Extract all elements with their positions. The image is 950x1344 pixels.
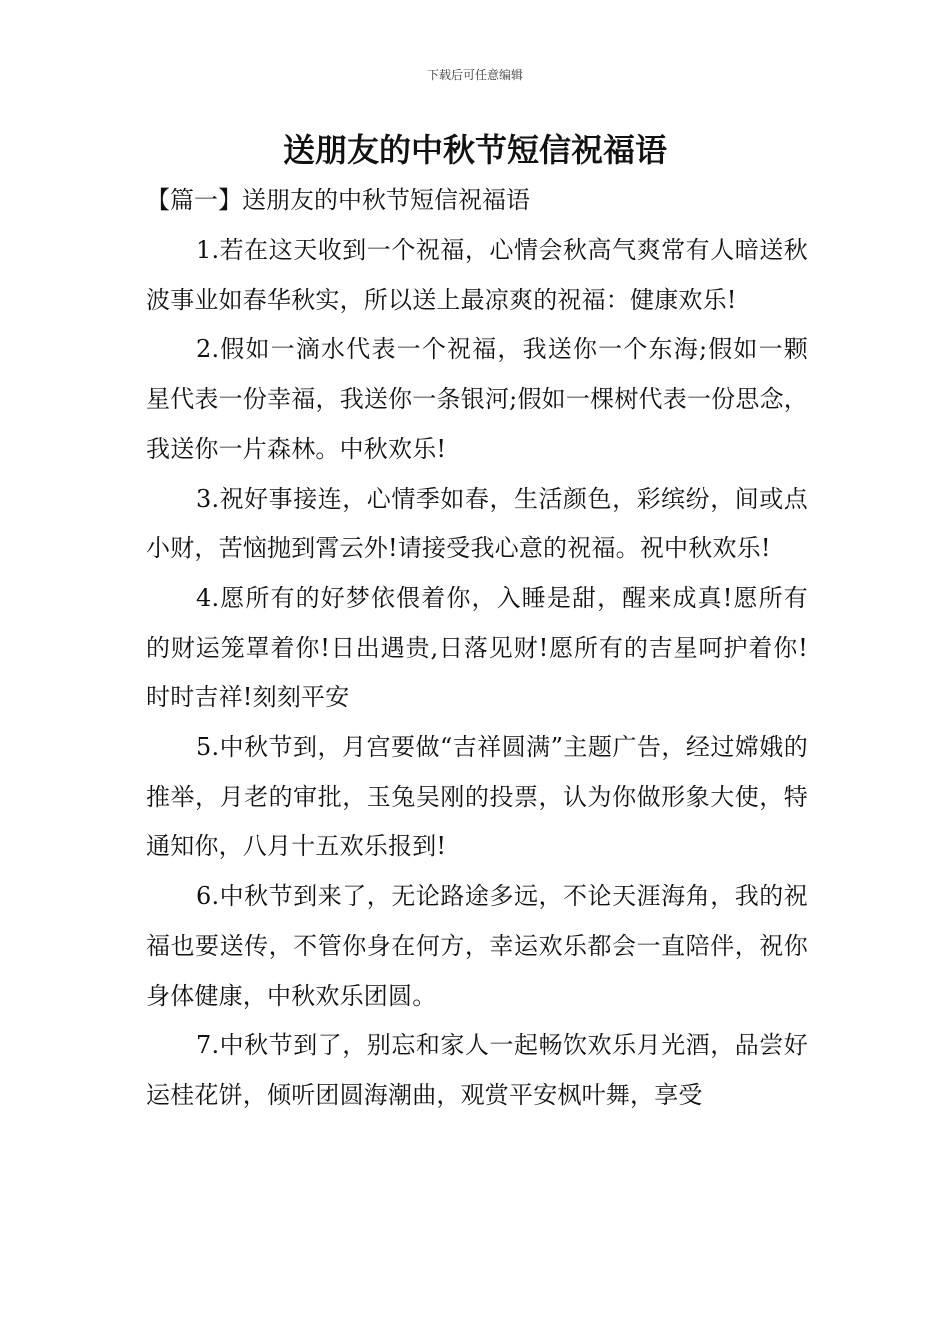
paragraph-2: 2.假如一滴水代表一个祝福，我送你一个东海;假如一颗星代表一份幸福，我送你一条银河;假如一棵树代表一份思念，我送你一片森林。中秋欢乐! [146,335,808,463]
section-heading: 【篇一】送朋友的中秋节短信祝福语 [146,186,530,214]
paragraph-3: 3.祝好事接连，心情季如春，生活颜色，彩缤纷，间或点小财，苦恼抛到霄云外!请接受我心意的祝福。祝中秋欢乐! [146,484,808,563]
document-body [146,226,808,1121]
paragraph-7: 7.中秋节到了，别忘和家人一起畅饮欢乐月光酒，品尝好运桂花饼，倾听团圆海潮曲，观赏平安枫叶舞，享受 [146,1031,808,1109]
paragraph-4: 4.愿所有的好梦依偎着你，入睡是甜，醒来成真!愿所有的财运笼罩着你!日出遇贵,日落见财!愿所有的吉星呵护着你!时时吉祥!刻刻平安 [146,583,808,712]
paragraph-1: 1.若在这天收到一个祝福，心情会秋高气爽常有人暗送秋波事业如春华秋实，所以送上最凉爽的祝福：健康欢乐! [146,236,808,314]
header-note: 下载后可任意编辑 [426,68,523,82]
paragraph-5: 5.中秋节到，月宫要做“吉祥圆满”主题广告，经过嫦娥的推举，月老的审批，玉兔吴刚的投票，认为你做形象大使，特通知你，八月十五欢乐报到! [146,733,808,861]
document-title: 送朋友的中秋节短信祝福语 [282,131,667,169]
paragraph-6: 6.中秋节到来了，无论路途多远，不论天涯海角，我的祝福也要送传，不管你身在何方，幸运欢乐都会一直陪伴，祝你身体健康，中秋欢乐团圆。 [146,882,808,1010]
